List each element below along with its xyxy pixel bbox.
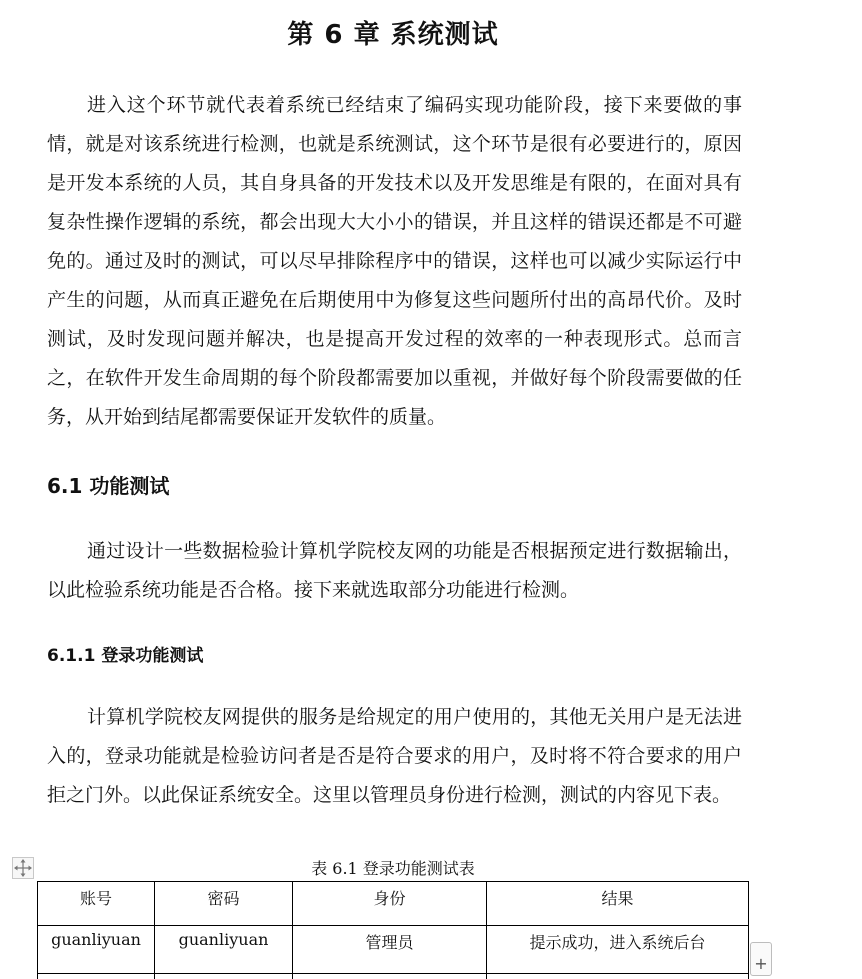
- header-account: 账号: [38, 882, 155, 926]
- cell-identity: 管理员: [293, 926, 487, 974]
- section-heading: 6.1 功能测试: [47, 474, 170, 498]
- chapter-title: 第 6 章 系统测试: [287, 20, 499, 50]
- login-test-table: [37, 881, 749, 979]
- subsection-paragraph: 计算机学院校友网提供的服务是给规定的用户使用的，其他无关用户是无法进入的，登录功能就是检验访问者是否是符合要求的用户，及时将不符合要求的用户拒之门外。以此保证系统安全。这里以管理员身份进行检测，测试的内容见下表。: [47, 706, 742, 806]
- cell-account: guanliyuan: [38, 926, 155, 974]
- table-row: [38, 926, 749, 974]
- cell-password: guanliyuan: [155, 926, 293, 974]
- subsection-heading: 6.1.1 登录功能测试: [47, 646, 204, 666]
- table-caption: 表 6.1 登录功能测试表: [311, 859, 475, 878]
- table-row-partial: [38, 974, 749, 979]
- header-identity: 身份: [293, 882, 487, 926]
- add-row-button[interactable]: [750, 942, 772, 976]
- header-password: 密码: [155, 882, 293, 926]
- table-header-row: [38, 882, 749, 926]
- header-result: 结果: [487, 882, 749, 926]
- cell-result: 提示成功，进入系统后台: [487, 926, 749, 974]
- plus-icon: +: [754, 954, 768, 973]
- section-paragraph: 通过设计一些数据检验计算机学院校友网的功能是否根据预定进行数据输出，以此检验系统功能是否合格。接下来就选取部分功能进行检测。: [47, 540, 742, 601]
- intro-paragraph: 进入这个环节就代表着系统已经结束了编码实现功能阶段，接下来要做的事情，就是对该系统进行检测，也就是系统测试，这个环节是很有必要进行的，原因是开发本系统的人员，其自身具备的开发技术以及开发思维是有限的，在面对具有复杂性操作逻辑的系统，都会出现大大小小的错误，并且这样的错误还都是不可避免的。通过及时的测试，可以尽早排除程序中的错误，这样也可以减少实际运行中产生的问题，从而真正避免在后期使用中为修复这些问题所付出的高昂代价。及时测试，及时发现问题并解决，也是提高开发过程的效率的一种表现形式。总而言之，在软件开发生命周期的每个阶段都需要加以重视，并做好每个阶段需要做的任务，从开始到结尾都需要保证开发软件的质量。: [47, 94, 742, 428]
